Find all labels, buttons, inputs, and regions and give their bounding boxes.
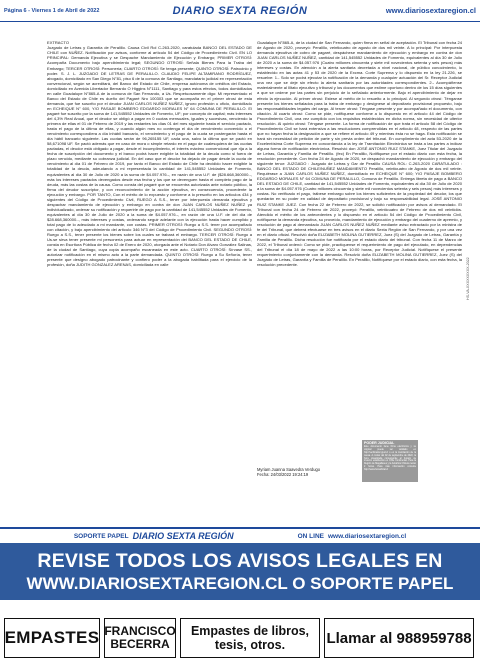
electronic-signature-box [362,440,418,482]
promo-line-2: WWW.DIARIOSEXTAREGION.CL O SOPORTE PAPEL [26,573,454,593]
newspaper-url: www.diariosextaregion.cl [385,6,476,15]
ad-owner [104,618,176,658]
ad-owner-first: FRANCISCO [104,624,176,638]
signature-block [257,467,357,477]
signature-verification-text: Este documento tiene firma electrónica y su original puede ser validado en http://verificadoc.pjud.cl o en la tramitación de la causa. A contar del 02 de septiembre de 2022, la hora visualizada corresponde al horario de invierno establecido en Chile Continental. Para la Región de Magallanes y la Antártica Chilena restar 2 horas. Para más información consulte http://www.horaoficial.cl [364,445,416,472]
promo-paper-label: SOPORTE PAPEL [73,532,129,540]
ad-owner-last: BECERRA [110,637,170,651]
ad-service-line-1: Empastes de libros, [190,624,310,638]
ad-service [180,618,320,658]
ad-phone: Llamar al 988959788 [324,618,474,658]
notice-body-1: Juzgado de Letras y Garantía de Peralillo. Causa Civil Rol C-263-2020, caratulada BANCO DEL ESTADO DE CHILE con NUÑEZ. Notificación por avisos, conforme al artículo 54 del Código de Procedimiento Civil. EN LO PRINCIPAL: Demanda Ejecutiva y se Despache Mandamiento de Ejecución y Embargo; PRIMER OTROSÍ: Acompaña Documento bajo apercibimiento legal; SEGUNDO OTROSÍ: Señala Bienes Para la Traba del Embargo; TERCER OTROSÍ: Personería; CUARTO OTROSÍ: Se tenga presente; QUINTO OTROSÍ: Patrocinio y poder. S. J. L. JUZGADO DE LETRAS DE PERALILLO. CLAUDIO FELIPE ALTAMIRANO RODRÍGUEZ, abogado, domiciliado en San Diego N°81, piso 6 de la comuna de Santiago, mandatario judicial en representación convencional, según se acreditará, del Banco del Estado de Chile, empresa autónoma de créditos del Estado, domiciliado en Avenida Libertador Bernardo O Higgins N°1111, Santiago y para estos efectos, todos domiciliados en calle Guadalupe N°865-A de la comuna de San Fernando, a Us. Respetuosamente digo: Mi representado el Banco del Estado de Chile es dueño del Pagaré Nro 100303 que se acompaña en el primer otrosí de esta demanda, que fue suscrito por el deudor JUAN CARLOS NUÑEZ NUÑEZ, ignoro profesión u oficio, domiciliado en ECHEIQUE N° 600, Y/O PASAJE BOMBERO EDGARDO MORALES N° 64 COMUNA DE PERALILLO. El pagaré fue suscrito por la suma de 141,545552 Unidades de Fomento, UF; por concepto de capital; más intereses del 4,3% Real Anual, que el deudor se obligó a pagar en 0 cuotas mensuales, iguales y sucesivas, venciendo la primera de ellas el 01 de Febrero de 2019 y las restantes los días 01 del mes siguiente hasta el servicio pactado, hasta el pago de la última de ellas, y cuando algún mes no contenga el día de vencimiento convenido o el vencimiento correspondiera a día inhábil bancario, el vencimiento y el pago de la cuota se postergarán hasta el día hábil bancario siguiente. Las cuotas serán de 96,265155 UF, cada una, salvo la última que se pactó en 58,671098 UF. Se pactó además que en caso de mora o simple retardo en el pago de cualesquiera de las cuotas pactadas, el deudor está obligado a pagar, desde el incumplimiento, el interés máximo convencional que rija a la fecha de suscripción del documento y el banco podrá hacer exigible la totalidad de la deuda como si fuera de plazo vencido, mediante su cobranza judicial. En del caso que el deudor ha dejado de pagar desde la cuota de vencimiento al día 01 de Febrero de 2019, por tanto el Banco del Estado de Chile ha decidido hacer exigible la totalidad de la deuda, adeudando a mi representada la cantidad de 141,545552 Unidades de Fomento, equivalentes al día 30 de Julio de 2020 a la suma de $4.057.976.-, en razón de una U.F. de ($28.668,360000.-, más los intereses pactados devengados desde esa fecha y los que se devenguen hasta el completo pago de la deuda, más las costas de la causa. Como consta del pagaré que se encuentra autorizada ante notario público, la firma del deudor suscriptor, y con reconocimiento de la acción ejecutiva, en consecuencia, procedente la ejecución y embargo. POR TANTO, Con el mérito de lo expuesto y conforme a lo prescrito en los artículos 434 y siguientes del Código de Procedimiento Civil, RUEGO A S.S., tener por interpuesta demanda ejecutiva y despachar mandamiento de ejecución y embargo en contra de don JUAN CARLOS NUÑEZ NUÑEZ ya individualizado, ordenar su notificación y requerirle de pago por la cantidad de 141,545552 Unidades de Fomento, equivalentes al día 30 de Julio de 2020 a la suma de $4.057.976.-, en razón de una U.F. de del día de $28.668,360000.-, más intereses y costas, ordenando seguir adelante con la ejecución hasta hacer cumplido y total pago de lo adeudado a mi mandante, con costas. PRIMER OTROSÍ: Ruego a S.S. tener por acompañado con citación, y bajo apercibimiento del artículo 346 N°3 del Código de Procedimiento Civil. SEGUNDO OTROSÍ: Ruego a S.S., tener presente los bienes sobre los cuales se trabará el embargo. TERCER OTROSÍ: Ruego a Us.se sirva tener presente mi personería para actuar en representación del BANCO DEL ESTADO DE CHILE, consta en Escritura Pública de fecha 02 de Enero de 2020, otorgada ante el Notario Don Alvaro González Salinas, de la ciudad de Santiago, cuya copia acompaño escaneada en este acto. CUARTO OTROSÍ: Sírvase SS., autorizar notificación en el mismo acto a la parte demandada. QUINTO OTROSÍ: Ruego a Su Señoría, tener presente que designo abogado patrocinante y confiero poder a la abogada habilitada para el ejercicio de la profesión, doña JUDITH GONZALEZ ARENAS, domiciliada en calle [47,45,252,268]
notice-title: EXTRACTO [47,40,69,45]
ad-service-line-2: tesis, otros. [214,638,286,652]
promo-header [0,529,480,543]
legal-notice-column-2 [257,40,462,267]
promo-message [0,543,480,600]
classified-ad [4,616,476,660]
notice-body-2: Guadalupe N°865-A, de la ciudad de San Fernando, quien firma en señal de aceptación. El Tribunal con fecha 24 de Agosto de 2020, proveyó: Peralillo, veinticuatro de agosto de dos mil veinte. A lo principal: Por interpuesta demanda ejecutiva de cobro de pagaré, despáchese mandamiento de ejecución y embargo en contra de don JUAN CARLOS NUÑEZ NUÑEZ, cantidad de 141,545552 Unidades de Fomento, equivalentes al día 30 de Julio de 2020 a la suma de $4.057.976 (Cuatro millones cincuenta y siete mil novecientos setenta y seis pesos) más intereses y costas. En atención a la alerta sanitaria decretada a nivel nacional, de público conocimiento, lo establecido en las actas 41 y 53 de 2020 de la Excma. Corte Suprema y lo dispuesto en la ley 21.226, se resuelve: 1.- Solo se podrá ejecutar la notificación de la demanda y cualquier actuación del Sr. Receptor Judicial una vez que se deje sin efecto la alerta sanitaria por las autoridades correspondientes. 2.- Acompáñense materialmente al Illtato ejecutivo y tribunal y los documentos que estime oportuno dentro de los 15 días siguientes a que se ordene por las partes sin perjuicio de lo señalado anteriormente. Bajo el apercibimiento de dejar en efecto la ejecución. Al primer otrosí: Estese al mérito de lo resuelto a lo principal. Al segundo otrosí: Ténganse presente los bienes señalados para la traba de embargo y desígnese al depositario provisional propuesto, bajo las responsabilidades legales del cargo. Al tercer otrosí: Téngase presente y por acompañado el documento, con citación. Al cuarto otrosí: Como se pide, notifíquese conforme a lo dispuesto en el artículo 44 del Código de Procedimiento Civil, una vez cumplido con los requisitos establecidos en dicha norma, sin necesidad de ulterior resolución. Al quinto otrosí: Téngase presente. La forma de notificación de que trata el artículo 58 del Código de Procedimiento Civil se hará extensiva a las resoluciones comprendidas en el artículo 48, respecto de las partes que no hayan fecha la designación a que se refiere el artículo 49 y mientras ésta no se haga. Esta notificación se hará sin necesidad de petición de parte y sin previa orden del tribunal. En cumplimiento del acta 53-2020 de la Excelentísima Corte Suprema en concordancia a la ley de Tramitación Electrónica se insta a las partes a indicar alguna forma de notificación electrónica. Resolvió don JOSÉ ANTONIO RUIZ STANKE, Juez Titular del Juzgado de Letras, Garantía y Familia de Peralillo. (fec) En Peralillo, Notifiquese por el estado diario con esta fecha, la resolución precedente. Con fecha 24 de Agosto de 2020, se despachó mandamiento de ejecución y embargo del siguiente tenor: JUZGADO : Juzgado de Letras y Gar de Peralillo CAUSA ROL: C-263-2020 CARATULADO : BANCO DEL ESTADO DE CHILE/NUÑEZ MANDAMIENTO Peralillo, veinticuatro de Agosto de dos mil veinte. Requiérase a JUAN CARLOS NUÑEZ NUÑEZ, domiciliado en ECHEIQUE N° 600; Y/O PASAJE BOMBERO EDGARDO MORALES N° 64 COMUNA DE PERALILLO, Comuna de Peralillo. Entrega libreta de pago a BANCO DEL ESTADO DE CHILE, cantidad de 141,545552 Unidades de Fomento, equivalentes al día 30 de Julio de 2020 a la suma de $4.057.976 (Cuatro millones cincuenta y siete mil novecientos setenta y seis pesos) más intereses y costas. No verificado el pago, trábese embargo sobre los bienes suficientes de la propiedad del deudor, los que quedarán en su poder en calidad de depositario provisional y bajo su responsabilidad legal. JOSÉ ANTONIO RUIZ STANKE JUEZ. Con fecha 22 de Febrero de 2022, se solicitó notificación por avisos al demandado. El Tribunal con fecha 24 de Febrero de 2022, proveyó: Peralillo, veinticuatro de Febrero de dos mil veintidós. Atendido el mérito de los antecedentes y lo dispuesto en el artículo 54 del Código de Procedimiento Civil, notifíquese la demanda ejecutiva, su proveído, mandamiento de ejecución y embargo del cuaderno de apremio, y resolución de pago al demandado JUAN CARLOS NUÑEZ NUÑEZ mediante aviso extractado por la ministra de fe del Tribunal, que deberá efectuarse en tres avisos en el diario Sexta Región de San Fernando, y por una vez en el diario oficial. Resolvió doña ELIZABETH MOLINA GUTIERREZ, Juez (S) del Juzgado de Letras, Garantía y Familia de Peralillo. Dicha resolución fue notificada por el estado diario del tribunal. Con fecha 11 de Marzo de 2022, el Tribunal ordenó: Como se pide, practíquense el requerimiento de pago del ejecutado, en dependencias del Tribunal el día 18 de mayo de 2022 a las 10:00 horas, por Receptor Judicial. Notifíquese el presente requerimiento conjuntamente con la demanda. Resolvió doña ELIZABETH MOLINA GUTIERREZ, Juez (S) del Juzgado de Letras, Garantía y Familia de Peralillo. En Peralillo, Notifíquese por el estado diario, con esta fecha, la resolución precedente. [257,40,462,268]
promo-line-1: REVISE TODOS LOS AVISOS LEGALES EN [37,549,443,572]
ad-title: EMPASTES [4,618,100,658]
document-vertical-id: HS-VA-XXXXXXXXX-2022 [466,257,470,300]
signature-date: Fecha: 24/03/2022 19:24:19 [257,472,309,477]
promo-url[interactable]: www.diariosextaregion.cl [328,532,407,540]
page-date: Página 6 - Viernes 1 de Abril de 2022 [4,7,100,14]
promo-brand: DIARIO SEXTA REGIÓN [132,531,234,541]
promo-banner [0,527,480,611]
signer-name: Myriam Juanna Saavedra Verdugo [257,467,321,472]
promo-online-label: ON LINE [297,532,324,540]
newspaper-title: DIARIO SEXTA REGIÓN [172,4,308,17]
legal-notice-column-1 [47,40,252,267]
page-header [0,0,480,22]
poder-judicial-logo: PODER JUDICIAL [364,441,395,445]
